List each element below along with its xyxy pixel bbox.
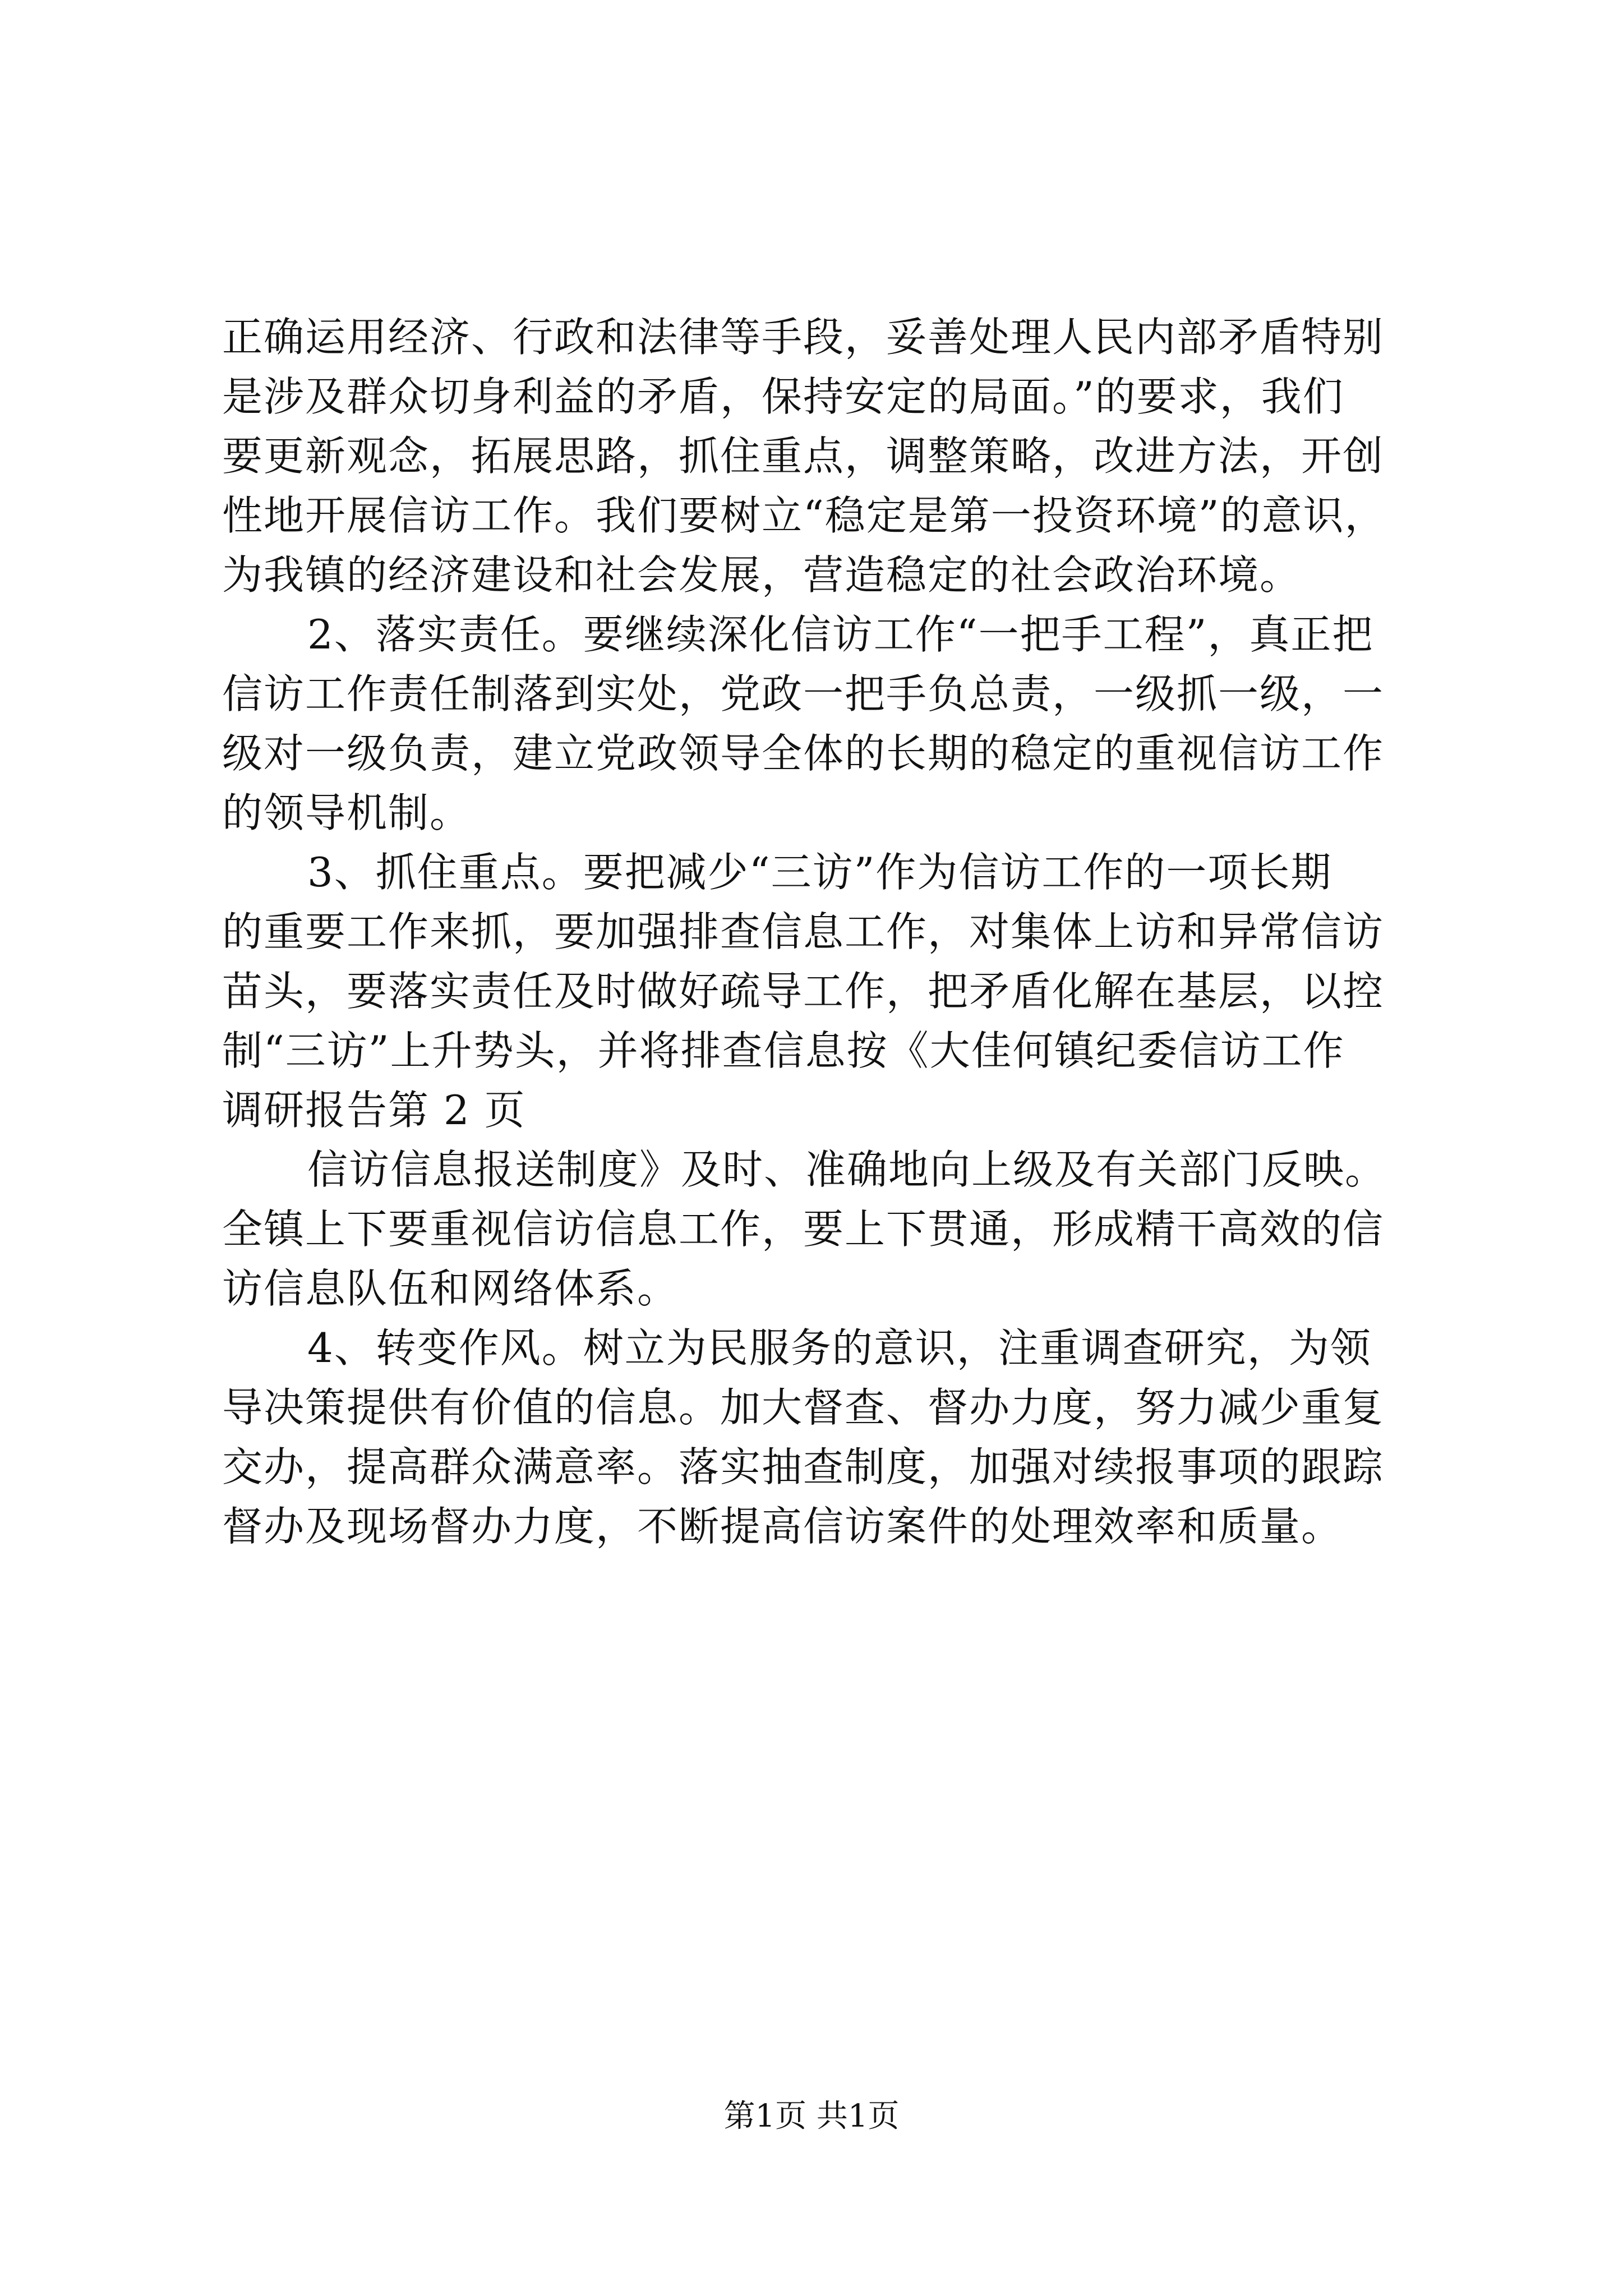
text-line: 正确运用经济、行政和法律等手段，妥善处理人民内部矛盾特别 [222,314,1385,361]
text-line: 苗头，要落实责任及时做好疏导工作，把矛盾化解在基层，以控 [222,968,1385,1015]
text-line: 级对一级负责，建立党政领导全体的长期的稳定的重视信访工作 [222,730,1385,777]
text-line: 交办，提高群众满意率。落实抽查制度，加强对续报事项的跟踪 [222,1443,1385,1490]
paragraph-4-first-line: 4、转变作风。树立为民服务的意识，注重调查研究，为领 [307,1324,1372,1372]
paragraph-3-first-line: 3、抓住重点。要把减少“三访”作为信访工作的一项长期 [307,849,1332,896]
text-line: 信访工作责任制落到实处，党政一把手负总责，一级抓一级，一 [222,670,1385,717]
text-line: 的领导机制。 [222,789,472,836]
page-footer: 第1页 共1页 [723,2098,900,2134]
text-line: 调研报告第 2 页 [222,1087,526,1134]
text-line: 导决策提供有价值的信息。加大督查、督办力度，努力减少重复 [222,1384,1385,1431]
document-body [222,307,1417,1556]
text-line: 是涉及群众切身利益的矛盾，保持安定的局面。”的要求，我们 [222,373,1344,420]
text-line: 全镇上下要重视信访信息工作，要上下贯通，形成精干高效的信 [222,1205,1385,1253]
text-line: 督办及现场督办力度，不断提高信访案件的处理效率和质量。 [222,1503,1343,1550]
text-line: 的重要工作来抓，要加强排查信息工作，对集体上访和异常信访 [222,908,1385,955]
text-line: 性地开展信访工作。我们要树立“稳定是第一投资环境”的意识， [222,492,1386,539]
continued-paragraph-line: 信访信息报送制度》及时、准确地向上级及有关部门反映。 [307,1146,1387,1193]
text-line: 要更新观念，拓展思路，抓住重点，调整策略，改进方法，开创 [222,432,1385,480]
paragraph-2-first-line: 2、落实责任。要继续深化信访工作“一把手工程”，真正把 [307,611,1374,658]
text-line: 访信息队伍和网络体系。 [222,1265,679,1312]
text-line: 制“三访”上升势头，并将排查信息按《大佳何镇纪委信访工作 [222,1027,1345,1074]
text-line: 为我镇的经济建设和社会发展，营造稳定的社会政治环境。 [222,551,1302,599]
